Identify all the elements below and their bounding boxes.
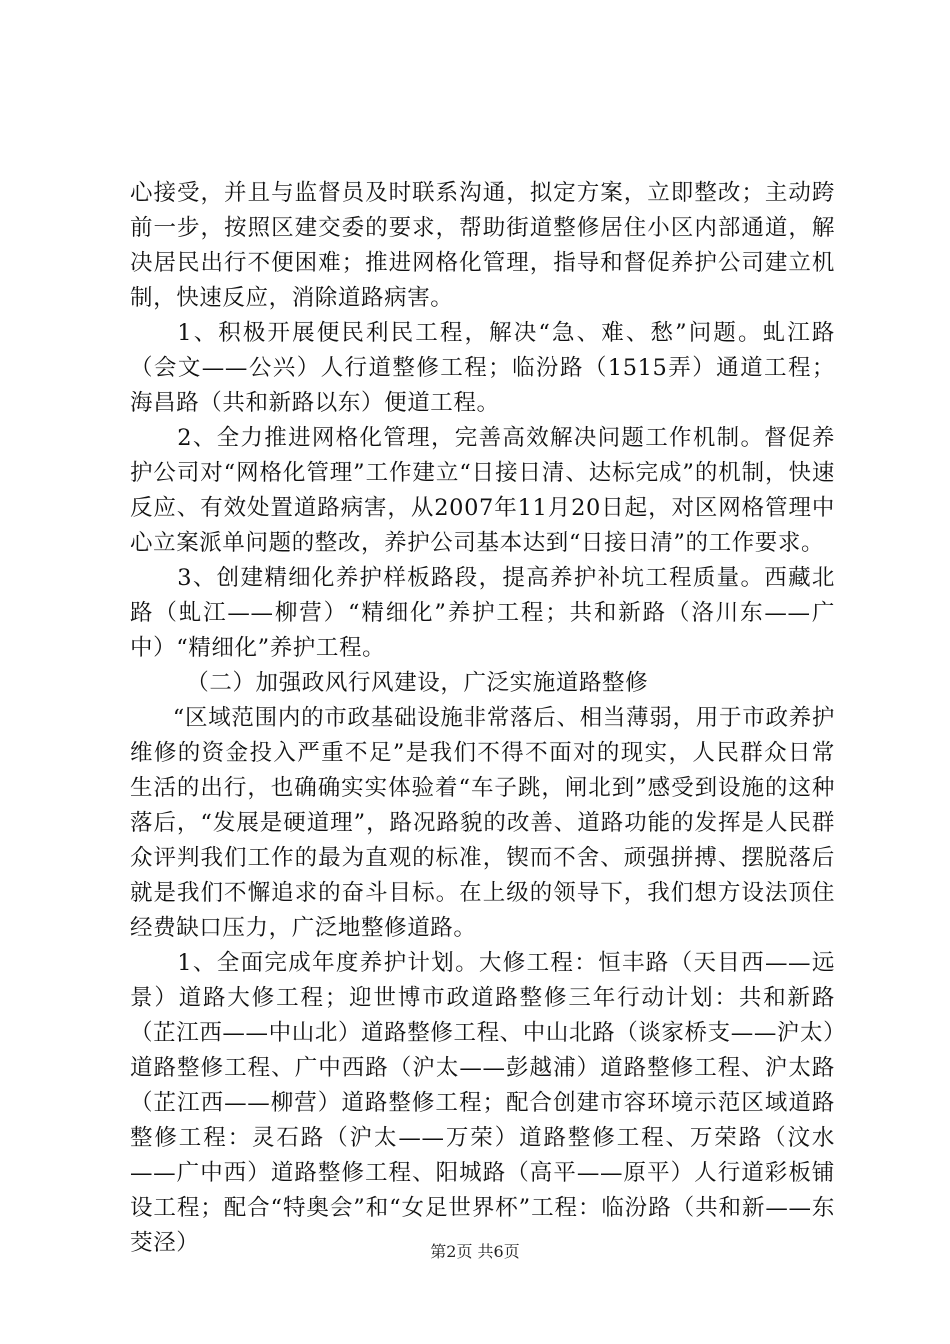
document-body [130,176,835,1261]
paragraph-item-3-refined-maintenance: 3、创建精细化养护样板路段，提高养护补坑工程质量。西藏北路（虬江——柳营）“精细化”养护工程；共和新路（洛川东——广中）“精细化”养护工程。 [130,565,835,661]
section-heading-2: （二）加强政风行风建设，广泛实施道路整修 [186,670,649,696]
page-number-footer: 第2页 共6页 [430,1242,520,1261]
paragraph-continuation: 心接受，并且与监督员及时联系沟通，拟定方案，立即整改；主动跨前一步，按照区建交委的要求，帮助街道整修居住小区内部通道，解决居民出行不便困难；推进网格化管理，指导和督促养护公司建立机制，快速反应，消除道路病害。 [130,180,835,311]
paragraph-item-1-annual-plan: 1、全面完成年度养护计划。大修工程：恒丰路（天目西——远景）道路大修工程；迎世博市政道路整修三年行动计划：共和新路（芷江西——中山北）道路整修工程、中山北路（谈家桥支——沪太）道路整修工程、广中西路（沪太——彭越浦）道路整修工程、沪太路（芷江西——柳营）道路整修工程；配合创建市容环境示范区域道路整修工程：灵石路（沪太——万荣）道路整修工程、万荣路（汶水——广中西）道路整修工程、阳城路（高平——原平）人行道彩板铺设工程；配合“特奥会”和“女足世界杯”工程：临汾路（共和新——东茭泾） [130,950,835,1256]
paragraph-item-2-grid-management: 2、全力推进网格化管理，完善高效解决问题工作机制。督促养护公司对“网格化管理”工作建立“日接日清、达标完成”的机制，快速反应、有效处置道路病害，从2007年11月20日起，对区网格管理中心立案派单问题的整改，养护公司基本达到“日接日清”的工作要求。 [130,425,835,556]
paragraph-infrastructure-quote: “区域范围内的市政基础设施非常落后、相当薄弱，用于市政养护维修的资金投入严重不足”是我们不得不面对的现实，人民群众日常生活的出行，也确确实实体验着“车子跳，闸北到”感受到设施的这种落后，“发展是硬道理”，路况路貌的改善、道路功能的发挥是人民群众评判我们工作的最为直观的标准，锲而不舍、顽强拼搏、摆脱落后就是我们不懈追求的奋斗目标。在上级的领导下，我们想方设法顶住经费缺口压力，广泛地整修道路。 [130,705,835,941]
paragraph-item-1-convenience-projects: 1、积极开展便民利民工程，解决“急、难、愁”问题。虬江路（会文——公兴）人行道整修工程；临汾路（1515弄）通道工程；海昌路（共和新路以东）便道工程。 [130,320,835,416]
